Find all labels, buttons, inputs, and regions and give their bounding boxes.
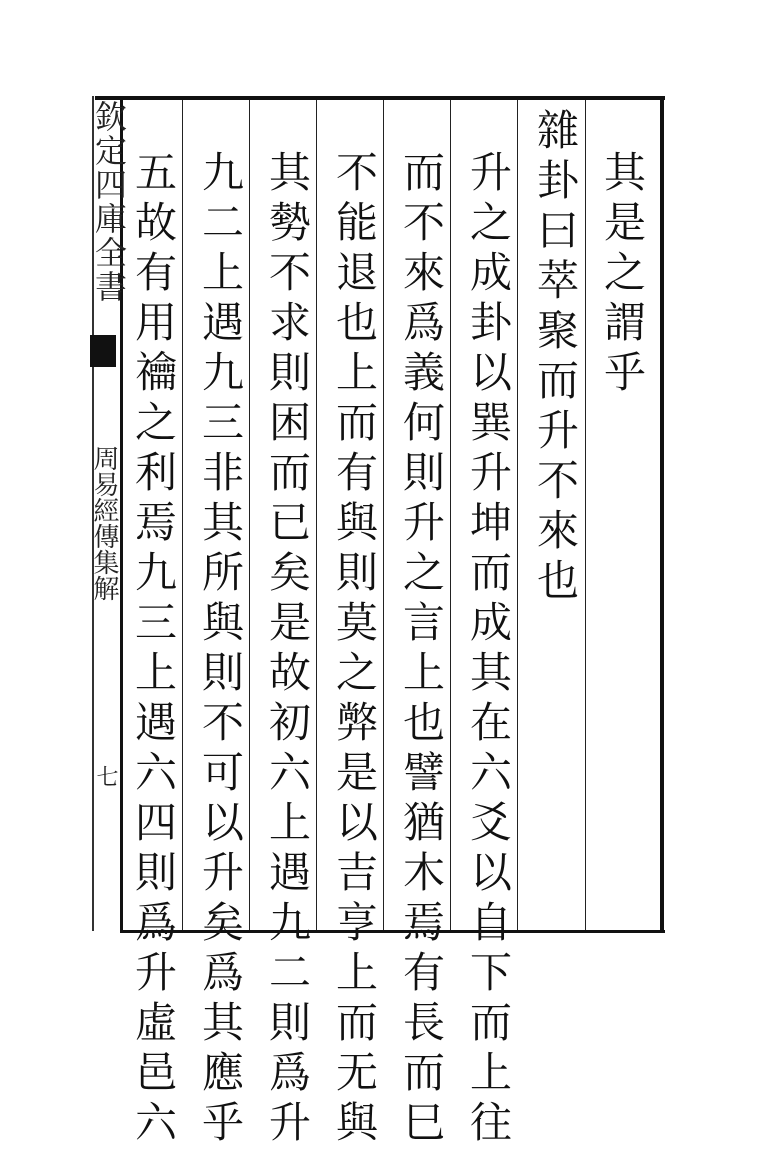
text-column-6: 其勢不求則困而已矣是故初六上遇九二則爲升 <box>263 150 312 1150</box>
text-column-7: 九二上遇九三非其所與則不可以升矣爲其應乎 <box>196 150 245 1150</box>
margin-collection-title: 欽定四庫全書 <box>90 100 128 304</box>
frame-top-rule <box>95 96 665 100</box>
text-column-1: 其是之謂乎 <box>598 150 647 400</box>
margin-fish-tail-mark <box>90 335 116 367</box>
margin-book-title: 周易經傳集解 <box>89 445 119 601</box>
column-divider <box>585 100 586 930</box>
text-column-8: 五故有用禴之利焉九三上遇六四則爲升虛邑六 <box>129 150 178 1150</box>
text-column-2: 雜卦曰萃聚而升不來也 <box>531 108 580 608</box>
text-column-3: 升之成卦以巽升坤而成其在六爻以自下而上往 <box>464 150 513 1150</box>
text-column-5: 不能退也上而有與則莫之㢢是以吉亨上而无與 <box>330 150 379 1150</box>
text-column-4: 而不來爲義何則升之言上也譬猶木焉有長而巳 <box>397 150 446 1150</box>
frame-right-rule <box>660 96 664 933</box>
margin-page-number: 七 <box>93 765 118 789</box>
